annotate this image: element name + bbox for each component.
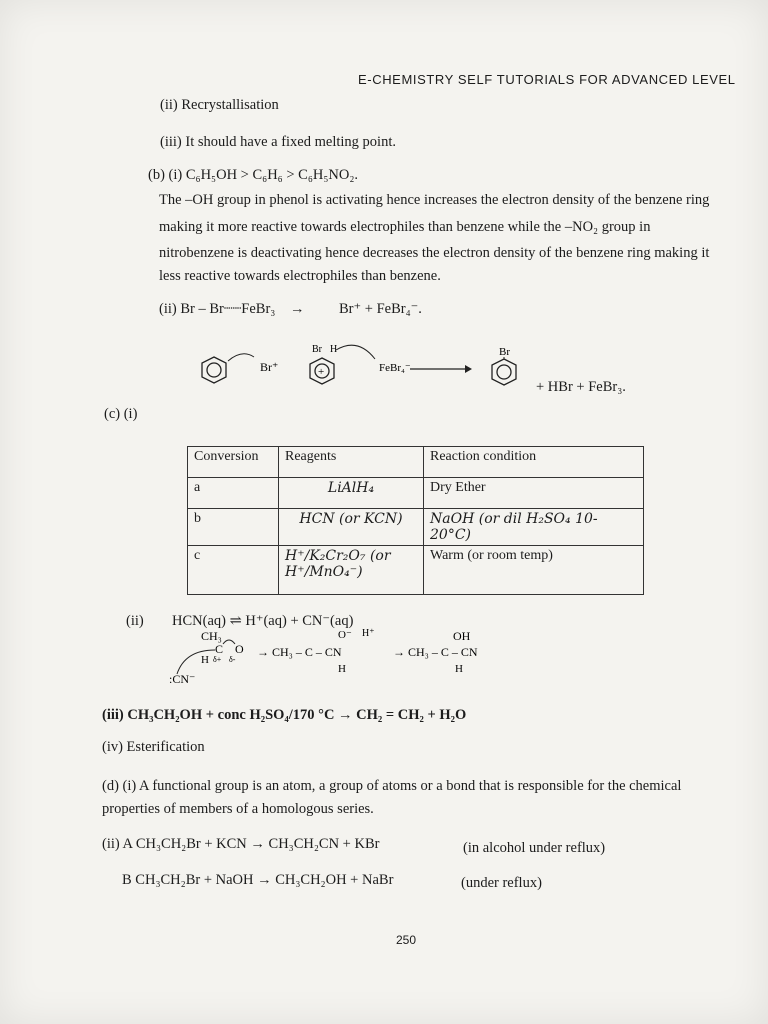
step3-oh: OH (453, 629, 471, 643)
explanation-line-1: The –OH group in phenol is activating hence increases the electron density of the benzene ring (159, 192, 710, 208)
explanation-line-2: making it more reactive towards electrophiles than benzene while the –NO₂ group in (159, 219, 651, 235)
mech2-delta-minus: δ- (229, 655, 236, 664)
arrow-h-removal (336, 345, 375, 359)
answer-c-i-label: (c) (i) (104, 406, 138, 422)
row-c-reagent: H⁺/K₂Cr₂O₇ (or H⁺/MnO₄⁻) (279, 546, 424, 595)
answer-d-i-line-1: (d) (i) A functional group is an atom, a group of atoms or a bond that is responsible for the chemical (102, 778, 682, 794)
bromobenzene-ring (492, 359, 516, 385)
mechanism-products: + HBr + FeBr₃. (536, 379, 626, 395)
pi-bond-arrow (223, 640, 235, 644)
running-header: E-CHEMISTRY SELF TUTORIALS FOR ADVANCED LEVEL (358, 72, 736, 87)
header-reagents: Reagents (279, 447, 424, 478)
arenium-h: H (330, 344, 338, 355)
hcn-equilibrium: HCN(aq) ⇌ H⁺(aq) + CN⁻(aq) (172, 613, 354, 629)
table-row (188, 478, 644, 509)
mechanism2-label: (ii) (126, 613, 144, 629)
explanation-line-3: nitrobenzene is deactivating hence decreases the electron density of the benzene ring making it (159, 245, 710, 261)
reagents-table (187, 446, 644, 595)
row-a-condition: Dry Ether (424, 478, 644, 509)
answer-b-ii-left: (ii) Br – Br┈┈FeBr₃ (159, 301, 276, 317)
febr4-label: FeBr₄⁻ (379, 362, 411, 374)
row-b-condition: NaOH (or dil H₂SO₄ 10-20°C) (424, 509, 644, 546)
step2-o-minus: O⁻ (338, 629, 352, 641)
mech2-o: O (235, 642, 244, 656)
step2-formula: → CH₃ – C – CN (257, 645, 342, 659)
row-b-conversion: b (188, 509, 279, 546)
step3-h: H (455, 663, 463, 675)
table-header-row (188, 447, 644, 478)
cyanohydrin-mechanism (165, 628, 525, 688)
answer-c-iv: (iv) Esterification (102, 739, 205, 755)
mech2-delta-plus: δ+ (213, 655, 222, 664)
step2-h: H (338, 663, 346, 675)
row-a-conversion: a (188, 478, 279, 509)
mech2-ch3: CH₃ (201, 629, 222, 643)
answer-b-i: (b) (i) C₆H₅OH > C₆H₆ > C₆H₅NO₂. (148, 167, 359, 183)
answer-b-ii-arrow: → (290, 301, 305, 317)
explanation-line-4: less reactive towards electrophiles than benzene. (159, 268, 441, 284)
mech2-h: H (201, 654, 209, 666)
br-plus-label: Br⁺ (260, 360, 279, 374)
bromobenzene-br: Br (499, 346, 510, 358)
answer-d-ii-a-condition: (in alcohol under reflux) (463, 840, 606, 856)
answer-b-ii-right: Br⁺ + FeBr₄⁻. (339, 301, 422, 317)
page-number: 250 (396, 933, 417, 947)
row-c-conversion: c (188, 546, 279, 595)
step3-formula: → CH₃ – C – CN (393, 645, 478, 659)
cn-attack-arrow (177, 650, 215, 674)
row-c-condition: Warm (or room temp) (424, 546, 644, 595)
cn-minus: :CN⁻ (169, 672, 196, 686)
benzene-ring-1 (202, 357, 226, 383)
arenium-plus: + (318, 366, 325, 378)
mech2-c: C (215, 642, 224, 656)
header-conversion: Conversion (188, 447, 279, 478)
answer-recrystallisation: (ii) Recrystallisation (160, 97, 279, 113)
table-row (188, 509, 644, 546)
arrow-to-br-plus (228, 354, 254, 361)
row-b-reagent: HCN (or KCN) (279, 509, 424, 546)
table-row (188, 546, 644, 595)
answer-d-ii-b-condition: (under reflux) (461, 875, 542, 891)
step2-h-plus: H⁺ (362, 628, 375, 639)
answer-d-ii-b: B CH₃CH₂Br + NaOH → CH₃CH₂OH + NaBr (122, 872, 394, 888)
arenium-br: Br (312, 344, 322, 355)
header-condition: Reaction condition (424, 447, 644, 478)
answer-d-ii-a: (ii) A CH₃CH₂Br + KCN → CH₃CH₂CN + KBr (102, 836, 380, 852)
answer-d-i-line-2: properties of members of a homologous series. (102, 801, 374, 817)
row-a-reagent: LiAlH₄ (279, 478, 424, 509)
answer-melting-point: (iii) It should have a fixed melting point. (160, 134, 396, 150)
answer-c-iii: (iii) CH₃CH₂OH + conc H₂SO₄/170 °C → CH₂ = CH₂ + H₂O (102, 707, 467, 723)
